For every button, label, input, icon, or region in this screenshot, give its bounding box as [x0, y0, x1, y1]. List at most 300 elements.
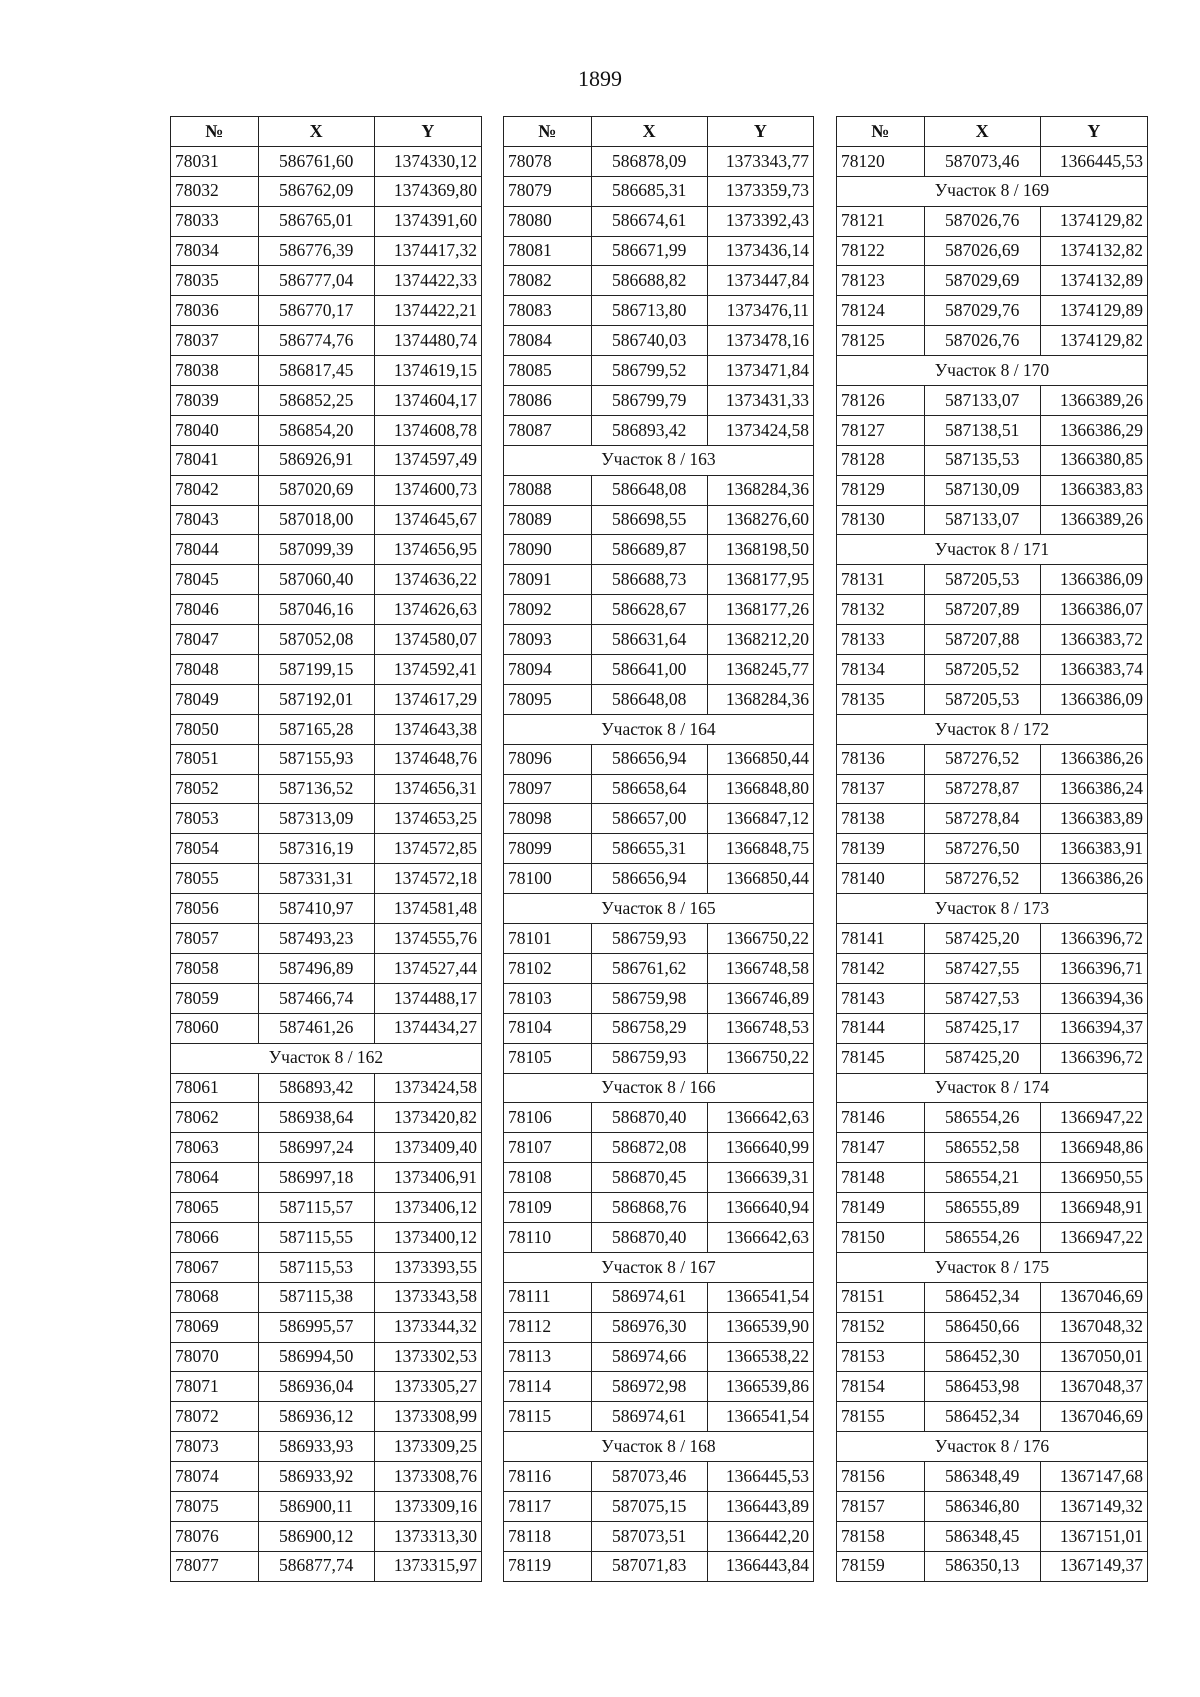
point-number: 78119: [504, 1551, 592, 1581]
x-coordinate: 587026,69: [924, 236, 1040, 266]
x-coordinate: 587165,28: [258, 714, 374, 744]
section-title: Участок 8 / 168: [504, 1432, 814, 1462]
point-number: 78127: [837, 415, 925, 445]
point-number: 78061: [171, 1073, 259, 1103]
point-number: 78114: [504, 1372, 592, 1402]
point-number: 78150: [837, 1222, 925, 1252]
y-coordinate: 1368276,60: [707, 505, 813, 535]
y-coordinate: 1374656,95: [374, 535, 481, 565]
point-number: 78040: [171, 415, 259, 445]
page-number: 1899: [578, 66, 622, 91]
y-coordinate: 1367046,69: [1040, 1402, 1147, 1432]
y-coordinate: 1374592,41: [374, 655, 481, 685]
x-coordinate: 587278,84: [924, 804, 1040, 834]
point-number: 78149: [837, 1193, 925, 1223]
point-number: 78118: [504, 1521, 592, 1551]
y-coordinate: 1374572,85: [374, 834, 481, 864]
table-row: [837, 1462, 1148, 1492]
x-coordinate: 586453,98: [924, 1372, 1040, 1402]
x-coordinate: 586900,11: [258, 1491, 374, 1521]
point-number: 78141: [837, 924, 925, 954]
y-coordinate: 1366848,75: [707, 834, 813, 864]
x-coordinate: 586348,45: [924, 1521, 1040, 1551]
table-row: [171, 415, 482, 445]
point-number: 78090: [504, 535, 592, 565]
point-number: 78132: [837, 595, 925, 625]
y-coordinate: 1373400,12: [374, 1222, 481, 1252]
y-coordinate: 1374604,17: [374, 386, 481, 416]
x-coordinate: 586770,17: [258, 296, 374, 326]
table-row: [837, 326, 1148, 356]
table-row: [171, 1073, 482, 1103]
table-row: [837, 1342, 1148, 1372]
x-coordinate: 586452,34: [924, 1402, 1040, 1432]
point-number: 78070: [171, 1342, 259, 1372]
coordinate-table: [503, 116, 814, 1582]
point-number: 78066: [171, 1222, 259, 1252]
point-number: 78100: [504, 864, 592, 894]
point-number: 78084: [504, 326, 592, 356]
x-coordinate: 587133,07: [924, 386, 1040, 416]
table-row: [171, 565, 482, 595]
point-number: 78159: [837, 1551, 925, 1581]
x-coordinate: 586762,09: [258, 176, 374, 206]
x-coordinate: 586936,04: [258, 1372, 374, 1402]
x-coordinate: 586776,39: [258, 236, 374, 266]
x-coordinate: 586774,76: [258, 326, 374, 356]
point-number: 78067: [171, 1252, 259, 1282]
table-row: [837, 864, 1148, 894]
point-number: 78158: [837, 1521, 925, 1551]
table-row: [837, 445, 1148, 475]
point-number: 78124: [837, 296, 925, 326]
point-number: 78091: [504, 565, 592, 595]
table-row: [837, 1282, 1148, 1312]
point-number: 78103: [504, 983, 592, 1013]
table-row: [171, 953, 482, 983]
y-coordinate: 1367048,37: [1040, 1372, 1147, 1402]
table-row: [837, 415, 1148, 445]
x-coordinate: 587071,83: [591, 1551, 707, 1581]
y-coordinate: 1367048,32: [1040, 1312, 1147, 1342]
table-row: [171, 326, 482, 356]
point-number: 78073: [171, 1432, 259, 1462]
point-number: 78052: [171, 774, 259, 804]
point-number: 78145: [837, 1043, 925, 1073]
y-coordinate: 1366642,63: [707, 1222, 813, 1252]
x-coordinate: 586997,18: [258, 1163, 374, 1193]
table-row: [171, 206, 482, 236]
point-number: 78064: [171, 1163, 259, 1193]
table-row: [171, 1372, 482, 1402]
y-coordinate: 1367050,01: [1040, 1342, 1147, 1372]
x-coordinate: 587427,53: [924, 983, 1040, 1013]
y-coordinate: 1366950,55: [1040, 1163, 1147, 1193]
table-row: [171, 1551, 482, 1581]
table-row: [504, 236, 814, 266]
x-coordinate: 586995,57: [258, 1312, 374, 1342]
y-coordinate: 1373309,25: [374, 1432, 481, 1462]
table-row: [504, 296, 814, 326]
y-coordinate: 1373308,99: [374, 1402, 481, 1432]
x-coordinate: 586893,42: [591, 415, 707, 445]
table-row: [171, 146, 482, 176]
table-row: [504, 983, 814, 1013]
point-number: 78144: [837, 1013, 925, 1043]
y-coordinate: 1374129,89: [1040, 296, 1147, 326]
y-coordinate: 1374129,82: [1040, 326, 1147, 356]
x-coordinate: 586877,74: [258, 1551, 374, 1581]
y-coordinate: 1374132,82: [1040, 236, 1147, 266]
x-coordinate: 586641,00: [591, 655, 707, 685]
table-row: [171, 176, 482, 206]
x-coordinate: 587425,20: [924, 1043, 1040, 1073]
point-number: 78154: [837, 1372, 925, 1402]
point-number: 78063: [171, 1133, 259, 1163]
x-coordinate: 586552,58: [924, 1133, 1040, 1163]
table-row: [837, 1372, 1148, 1402]
x-coordinate: 586648,08: [591, 475, 707, 505]
section-row: [837, 356, 1148, 386]
y-coordinate: 1366383,74: [1040, 655, 1147, 685]
x-coordinate: 587205,52: [924, 655, 1040, 685]
section-title: Участок 8 / 176: [837, 1432, 1148, 1462]
section-title: Участок 8 / 166: [504, 1073, 814, 1103]
table-row: [504, 176, 814, 206]
table-row: [171, 236, 482, 266]
y-coordinate: 1373409,40: [374, 1133, 481, 1163]
y-coordinate: 1368212,20: [707, 625, 813, 655]
x-coordinate: 586799,52: [591, 356, 707, 386]
y-coordinate: 1374422,21: [374, 296, 481, 326]
y-coordinate: 1374488,17: [374, 983, 481, 1013]
table-row: [171, 894, 482, 924]
y-coordinate: 1366386,07: [1040, 595, 1147, 625]
table-row: [504, 505, 814, 535]
table-row: [504, 774, 814, 804]
table-row: [504, 684, 814, 714]
section-row: [504, 714, 814, 744]
point-number: 78036: [171, 296, 259, 326]
x-coordinate: 586452,34: [924, 1282, 1040, 1312]
point-number: 78136: [837, 744, 925, 774]
x-header: X: [591, 117, 707, 147]
x-coordinate: 587133,07: [924, 505, 1040, 535]
point-number: 78041: [171, 445, 259, 475]
x-coordinate: 587496,89: [258, 953, 374, 983]
point-number: 78120: [837, 146, 925, 176]
point-number: 78135: [837, 684, 925, 714]
x-coordinate: 586870,40: [591, 1222, 707, 1252]
point-number: 78142: [837, 953, 925, 983]
y-coordinate: 1373313,30: [374, 1521, 481, 1551]
y-coordinate: 1374580,07: [374, 625, 481, 655]
y-coordinate: 1374645,67: [374, 505, 481, 535]
x-coordinate: 586688,73: [591, 565, 707, 595]
x-coordinate: 586936,12: [258, 1402, 374, 1432]
y-coordinate: 1366443,89: [707, 1491, 813, 1521]
x-coordinate: 587493,23: [258, 924, 374, 954]
section-row: [837, 1252, 1148, 1282]
x-coordinate: 586926,91: [258, 445, 374, 475]
table-row: [504, 326, 814, 356]
y-coordinate: 1367149,37: [1040, 1551, 1147, 1581]
point-number: 78093: [504, 625, 592, 655]
x-coordinate: 587026,76: [924, 206, 1040, 236]
x-coordinate: 587205,53: [924, 684, 1040, 714]
point-number: 78057: [171, 924, 259, 954]
x-coordinate: 586933,93: [258, 1432, 374, 1462]
y-coordinate: 1374648,76: [374, 744, 481, 774]
x-coordinate: 587099,39: [258, 535, 374, 565]
table-row: [504, 1462, 814, 1492]
table-row: [504, 1491, 814, 1521]
point-number: 78102: [504, 953, 592, 983]
y-coordinate: 1368177,26: [707, 595, 813, 625]
table-row: [837, 296, 1148, 326]
table-row: [837, 1103, 1148, 1133]
x-coordinate: 586688,82: [591, 266, 707, 296]
table-row: [504, 1133, 814, 1163]
point-number: 78071: [171, 1372, 259, 1402]
point-number: 78080: [504, 206, 592, 236]
table-row: [504, 924, 814, 954]
point-number: 78097: [504, 774, 592, 804]
y-coordinate: 1373315,97: [374, 1551, 481, 1581]
table-row: [171, 266, 482, 296]
table-header-row: [837, 117, 1148, 147]
x-coordinate: 587138,51: [924, 415, 1040, 445]
point-number: 78115: [504, 1402, 592, 1432]
x-coordinate: 586698,55: [591, 505, 707, 535]
y-coordinate: 1366948,91: [1040, 1193, 1147, 1223]
table-row: [171, 625, 482, 655]
table-row: [837, 983, 1148, 1013]
section-row: [837, 714, 1148, 744]
y-coordinate: 1374597,49: [374, 445, 481, 475]
y-coordinate: 1373343,77: [707, 146, 813, 176]
point-number: 78146: [837, 1103, 925, 1133]
y-coordinate: 1366539,86: [707, 1372, 813, 1402]
x-coordinate: 586974,66: [591, 1342, 707, 1372]
x-coordinate: 586997,24: [258, 1133, 374, 1163]
y-coordinate: 1373406,91: [374, 1163, 481, 1193]
point-number: 78112: [504, 1312, 592, 1342]
point-number: 78121: [837, 206, 925, 236]
x-coordinate: 586658,64: [591, 774, 707, 804]
table-row: [837, 386, 1148, 416]
y-coordinate: 1374600,73: [374, 475, 481, 505]
point-number: 78110: [504, 1222, 592, 1252]
x-coordinate: 587466,74: [258, 983, 374, 1013]
point-number: 78039: [171, 386, 259, 416]
y-coordinate: 1367149,32: [1040, 1491, 1147, 1521]
y-coordinate: 1366396,72: [1040, 924, 1147, 954]
y-coordinate: 1374369,80: [374, 176, 481, 206]
y-coordinate: 1366541,54: [707, 1282, 813, 1312]
table-row: [837, 146, 1148, 176]
section-row: [837, 894, 1148, 924]
x-coordinate: 586656,94: [591, 744, 707, 774]
point-number: 78156: [837, 1462, 925, 1492]
x-coordinate: 587135,53: [924, 445, 1040, 475]
x-coordinate: 586674,61: [591, 206, 707, 236]
x-header: X: [258, 117, 374, 147]
y-coordinate: 1366442,20: [707, 1521, 813, 1551]
y-coordinate: 1374619,15: [374, 356, 481, 386]
x-coordinate: 587029,69: [924, 266, 1040, 296]
table-header-row: [504, 117, 814, 147]
x-coordinate: 587192,01: [258, 684, 374, 714]
y-coordinate: 1366640,94: [707, 1193, 813, 1223]
x-coordinate: 587276,52: [924, 864, 1040, 894]
section-row: [504, 1252, 814, 1282]
y-coordinate: 1366386,26: [1040, 864, 1147, 894]
x-coordinate: 587020,69: [258, 475, 374, 505]
table-row: [504, 565, 814, 595]
y-coordinate: 1374527,44: [374, 953, 481, 983]
section-row: [504, 445, 814, 475]
table-row: [504, 1282, 814, 1312]
table-row: [171, 1282, 482, 1312]
point-number: 78157: [837, 1491, 925, 1521]
y-coordinate: 1366386,29: [1040, 415, 1147, 445]
point-number: 78131: [837, 565, 925, 595]
section-row: [504, 1073, 814, 1103]
x-coordinate: 587073,46: [591, 1462, 707, 1492]
table-row: [837, 625, 1148, 655]
point-number: 78128: [837, 445, 925, 475]
section-row: [837, 535, 1148, 565]
table-row: [504, 1312, 814, 1342]
point-number: 78043: [171, 505, 259, 535]
point-number: 78152: [837, 1312, 925, 1342]
x-coordinate: 586872,08: [591, 1133, 707, 1163]
x-coordinate: 586346,80: [924, 1491, 1040, 1521]
y-coordinate: 1366948,86: [1040, 1133, 1147, 1163]
table-row: [837, 1402, 1148, 1432]
y-coordinate: 1366383,83: [1040, 475, 1147, 505]
table-row: [837, 475, 1148, 505]
point-number: 78117: [504, 1491, 592, 1521]
x-coordinate: 586870,40: [591, 1103, 707, 1133]
table-row: [171, 684, 482, 714]
number-header: №: [171, 117, 259, 147]
point-number: 78087: [504, 415, 592, 445]
y-coordinate: 1373309,16: [374, 1491, 481, 1521]
y-coordinate: 1366541,54: [707, 1402, 813, 1432]
point-number: 78153: [837, 1342, 925, 1372]
x-coordinate: 586854,20: [258, 415, 374, 445]
y-coordinate: 1366445,53: [707, 1462, 813, 1492]
table-row: [837, 206, 1148, 236]
y-coordinate: 1366383,91: [1040, 834, 1147, 864]
x-coordinate: 586631,64: [591, 625, 707, 655]
table-row: [171, 1312, 482, 1342]
x-coordinate: 586450,66: [924, 1312, 1040, 1342]
y-coordinate: 1366389,26: [1040, 505, 1147, 535]
y-coordinate: 1374422,33: [374, 266, 481, 296]
x-coordinate: 586852,25: [258, 386, 374, 416]
point-number: 78101: [504, 924, 592, 954]
table-row: [171, 1013, 482, 1043]
x-coordinate: 587115,38: [258, 1282, 374, 1312]
y-coordinate: 1373406,12: [374, 1193, 481, 1223]
point-number: 78125: [837, 326, 925, 356]
y-header: Y: [1040, 117, 1147, 147]
section-title: Участок 8 / 175: [837, 1252, 1148, 1282]
table-row: [837, 1013, 1148, 1043]
table-header-row: [171, 117, 482, 147]
point-number: 78108: [504, 1163, 592, 1193]
table-row: [837, 1163, 1148, 1193]
table-row: [171, 1342, 482, 1372]
x-coordinate: 586685,31: [591, 176, 707, 206]
point-number: 78077: [171, 1551, 259, 1581]
y-coordinate: 1373344,32: [374, 1312, 481, 1342]
y-coordinate: 1366847,12: [707, 804, 813, 834]
table-row: [171, 714, 482, 744]
point-number: 78055: [171, 864, 259, 894]
y-coordinate: 1366748,53: [707, 1013, 813, 1043]
section-row: [837, 1073, 1148, 1103]
point-number: 78031: [171, 146, 259, 176]
y-coordinate: 1373431,33: [707, 386, 813, 416]
table-row: [171, 1133, 482, 1163]
table-row: [504, 535, 814, 565]
table-row: [171, 1252, 482, 1282]
y-coordinate: 1373343,58: [374, 1282, 481, 1312]
point-number: 78126: [837, 386, 925, 416]
table-row: [837, 774, 1148, 804]
y-coordinate: 1366947,22: [1040, 1222, 1147, 1252]
y-coordinate: 1366850,44: [707, 864, 813, 894]
x-coordinate: 586878,09: [591, 146, 707, 176]
table-row: [837, 565, 1148, 595]
y-coordinate: 1366394,36: [1040, 983, 1147, 1013]
x-coordinate: 586740,03: [591, 326, 707, 356]
point-number: 78134: [837, 655, 925, 685]
table-row: [504, 804, 814, 834]
point-number: 78109: [504, 1193, 592, 1223]
x-coordinate: 586554,21: [924, 1163, 1040, 1193]
table-row: [171, 774, 482, 804]
table-row: [837, 1521, 1148, 1551]
point-number: 78116: [504, 1462, 592, 1492]
y-coordinate: 1374581,48: [374, 894, 481, 924]
y-coordinate: 1367151,01: [1040, 1521, 1147, 1551]
section-row: [504, 894, 814, 924]
table-row: [504, 266, 814, 296]
x-coordinate: 586900,12: [258, 1521, 374, 1551]
point-number: 78083: [504, 296, 592, 326]
table-row: [837, 1222, 1148, 1252]
point-number: 78038: [171, 356, 259, 386]
table-row: [837, 1133, 1148, 1163]
table-row: [837, 266, 1148, 296]
x-coordinate: 586689,87: [591, 535, 707, 565]
point-number: 78051: [171, 744, 259, 774]
x-coordinate: 587075,15: [591, 1491, 707, 1521]
table-row: [504, 1163, 814, 1193]
x-coordinate: 586765,01: [258, 206, 374, 236]
x-coordinate: 587276,52: [924, 744, 1040, 774]
point-number: 78081: [504, 236, 592, 266]
point-number: 78147: [837, 1133, 925, 1163]
table-row: [171, 595, 482, 625]
table-row: [504, 625, 814, 655]
section-title: Участок 8 / 169: [837, 176, 1148, 206]
